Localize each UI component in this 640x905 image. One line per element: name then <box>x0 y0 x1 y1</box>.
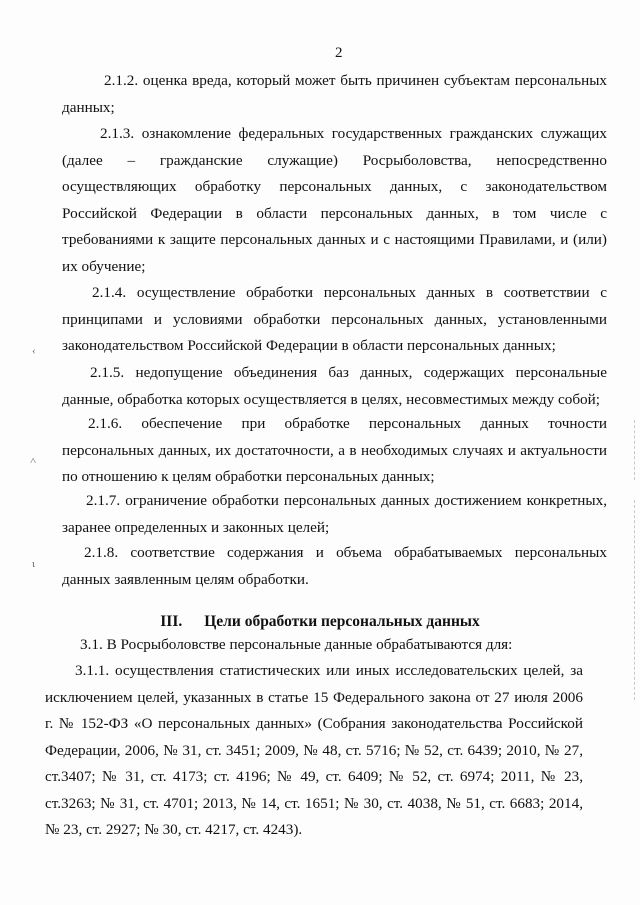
margin-mark: ι <box>32 558 35 570</box>
list-item: 3.1. В Росрыболовстве персональные данные обрабатываются для: <box>80 636 513 653</box>
list-item: 2.1.7. ограничение обработки персональных данных достижением конкретных, заранее определенных и законных целей; <box>62 492 607 536</box>
page-number: 2 <box>335 45 343 61</box>
margin-mark: ˄ <box>30 455 37 467</box>
list-item: 2.1.8. соответствие содержания и объема обрабатываемых персональных данных заявленным целям обработки. <box>62 544 607 588</box>
list-item: 2.1.3. ознакомление федеральных государственных гражданских служащих (далее – гражданские служащие) Росрыболовства, непосредственно осуществляющих обработку персональных данных, с законодательством Российской Федерации в области персональных данных, в том числе с требованиями к защите персональных данных и с настоящими Правилами, и (или) их обучение; <box>62 125 607 275</box>
list-item: 2.1.6. обеспечение при обработке персональных данных точности персональных данных, их достаточности, а в необходимых случаях и актуальности по отношению к целям обработки персональных данных; <box>62 415 607 485</box>
scan-artifact <box>634 420 636 480</box>
list-item: 2.1.5. недопущение объединения баз данных, содержащих персональные данные, обработка которых осуществляется в целях, несовместимых между собой; <box>62 364 607 408</box>
list-item: 3.1.1. осуществления статистических или иных исследовательских целей, за исключением целей, указанных в статье 15 Федерального закона от 27 июля 2006 г. № 152-ФЗ «О персональных данных» (Собрания законодательства Российской Федерации, 2006, № 31, ст. 3451; 2009, № 48, ст. 5716; № 52, ст. 6439; 2010, № 27, ст.3407; № 31, ст. 4173; ст. 4196; № 49, ст. 6409; № 52, ст. 6974; 2011, № 23, ст.3263; № 31, ст. 4701; 2013, № 14, ст. 1651; № 30, ст. 4038, № 51, ст. 6683; 2014, № 23, ст. 2927; № 30, ст. 4217, ст. 4243). <box>45 662 583 838</box>
section-number: III. <box>160 613 183 630</box>
section-title: Цели обработки персональных данных <box>204 613 480 630</box>
list-item: 2.1.2. оценка вреда, который может быть причинен субъектам персональных данных; <box>62 72 607 116</box>
list-item: 2.1.4. осуществление обработки персональных данных в соответствии с принципами и условиями обработки персональных данных, установленными законодательством Российской Федерации в области персональных данных; <box>62 284 607 354</box>
margin-mark: ‹ <box>32 345 36 357</box>
scan-artifact <box>634 500 636 700</box>
section-heading <box>0 613 640 631</box>
